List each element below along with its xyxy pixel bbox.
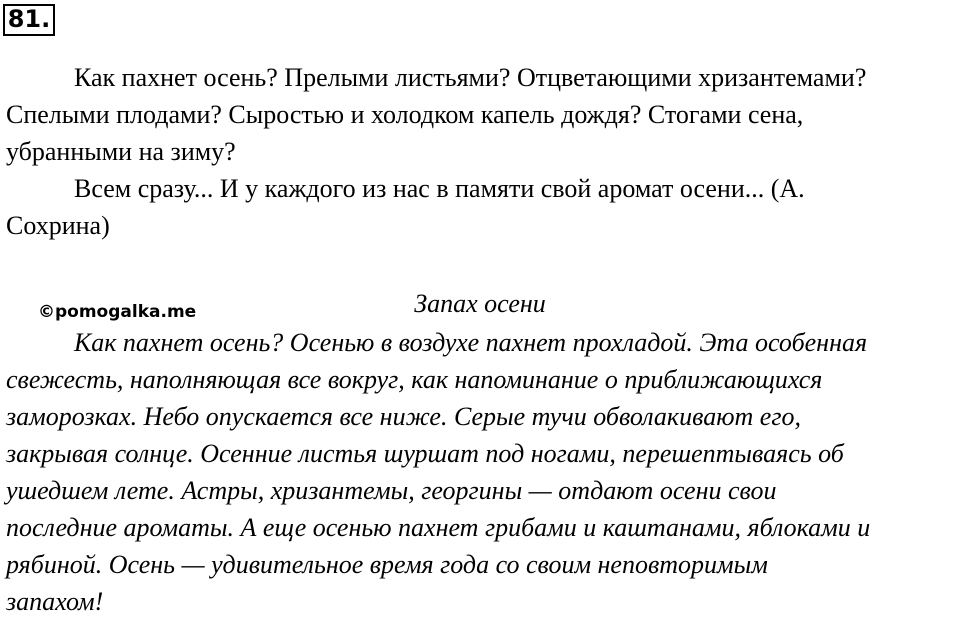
essay-line: запахом! [6, 587, 104, 616]
essay-line: закрывая солнце. Осенние листья шуршат под ногами, перешептываясь об [6, 439, 844, 468]
task-line: Всем сразу... И у каждого из нас в памяти свой аромат осени... (А. [74, 174, 805, 203]
task-text [6, 59, 958, 244]
essay-line: рябиной. Осень — удивительное время года со своим неповторимым [6, 550, 768, 579]
task-line: убранными на зиму? [6, 137, 236, 166]
essay-line: ушедшем лете. Астры, хризантемы, георгины — отдают осени свои [6, 476, 777, 505]
exercise-number-box: 81. [3, 4, 55, 36]
essay-line: последние ароматы. А еще осенью пахнет грибами и каштанами, яблоками и [6, 513, 871, 542]
essay-line: свежесть, наполняющая все вокруг, как напоминание о приближающихся [6, 365, 823, 394]
essay-line: заморозках. Небо опускается все ниже. Серые тучи обволакивают его, [6, 402, 801, 431]
task-line: Сохрина) [6, 211, 110, 240]
task-line: Как пахнет осень? Прелыми листьями? Отцветающими хризантемами? [74, 63, 867, 92]
task-line: Спелыми плодами? Сыростью и холодком капель дождя? Стогами сена, [6, 100, 804, 129]
essay-title: Запах осени [414, 289, 546, 318]
essay-text [6, 324, 958, 620]
watermark-text: ©pomogalka.me [38, 302, 197, 322]
essay-line: Как пахнет осень? Осенью в воздухе пахнет прохладой. Эта особенная [74, 328, 868, 357]
